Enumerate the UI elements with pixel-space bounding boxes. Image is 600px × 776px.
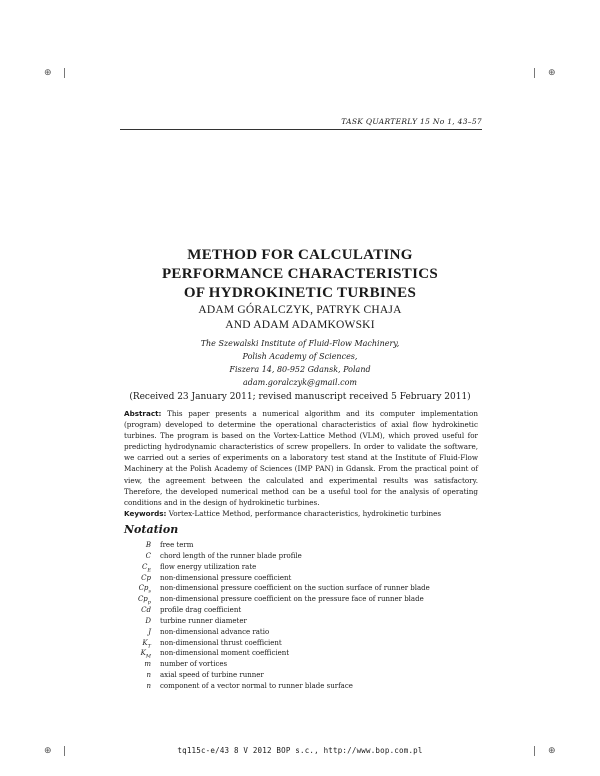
notation-symbol-base: Cp <box>137 595 148 604</box>
notation-symbol-base: K <box>142 638 148 647</box>
notation-symbol-base: C <box>141 562 148 571</box>
notation-item <box>124 562 484 573</box>
notation-symbol-base: D <box>145 616 151 625</box>
notation-item <box>124 583 484 594</box>
notation-item <box>124 659 484 670</box>
notation-list <box>124 540 484 692</box>
notation-symbol <box>146 540 151 551</box>
corner-mark-top-right: ⊕ <box>548 68 556 78</box>
notation-heading: Notation <box>124 523 179 536</box>
keywords-label: Keywords: <box>124 509 167 518</box>
notation-definition: non-dimensional pressure coefficient on the suction surface of runner blade <box>160 584 430 593</box>
corner-tick-top-right <box>534 68 535 78</box>
authors-line-2: AND ADAM ADAMKOWSKI <box>225 319 375 331</box>
notation-symbol <box>146 551 151 562</box>
authors-line-1: ADAM GÓRALCZYK, PATRYK CHAJA <box>198 304 402 316</box>
notation-item <box>124 605 484 616</box>
notation-symbol-base: Cp <box>138 584 149 593</box>
notation-item <box>124 670 484 681</box>
notation-definition: profile drag coefficient <box>160 606 242 615</box>
notation-item <box>124 573 484 584</box>
notation-symbol-subscript: T <box>147 642 151 649</box>
notation-item <box>124 540 484 551</box>
abstract <box>124 408 478 508</box>
received-dates: (Received 23 January 2011; revised manuscript received 5 February 2011) <box>129 392 471 402</box>
notation-definition: non-dimensional pressure coefficient <box>160 573 292 582</box>
title-line-2: PERFORMANCE CHARACTERISTICS <box>161 266 439 282</box>
notation-symbol-base: n <box>146 681 151 690</box>
notation-definition: non-dimensional thrust coefficient <box>160 638 282 647</box>
notation-definition: flow energy utilization rate <box>160 562 257 571</box>
title-line-3: OF HYDROKINETIC TURBINES <box>183 285 417 301</box>
corner-mark-bottom-right: ⊕ <box>548 746 556 756</box>
keywords-text: Vortex-Lattice Method, performance characteristics, hydrokinetic turbines <box>168 509 442 518</box>
notation-symbol <box>146 681 151 692</box>
corner-mark-top-left: ⊕ <box>44 68 52 78</box>
affiliation-email: adam.goralczyk@gmail.com <box>243 378 357 387</box>
notation-definition: non-dimensional advance ratio <box>160 627 270 636</box>
notation-definition: component of a vector normal to runner blade surface <box>160 681 353 690</box>
affiliation-line-3: Fiszera 14, 80-952 Gdansk, Poland <box>229 365 371 374</box>
header-rule <box>120 129 482 130</box>
notation-symbol <box>148 627 151 638</box>
page-footer: tq115c-e/43 8 V 2012 BOP s.c., http://www.bop.com.pl <box>177 746 423 755</box>
notation-symbol-subscript: p <box>147 599 151 606</box>
notation-item <box>124 616 484 627</box>
notation-definition: axial speed of turbine runner <box>160 671 264 680</box>
notation-symbol <box>146 670 151 681</box>
notation-symbol-subscript: M <box>145 653 151 660</box>
notation-item <box>124 681 484 692</box>
corner-tick-top-left <box>64 68 65 78</box>
notation-definition: free term <box>160 541 194 549</box>
affiliation-line-1: The Szewalski Institute of Fluid-Flow Machinery, <box>200 339 400 348</box>
notation-item <box>124 551 484 562</box>
notation-symbol-base: n <box>146 671 151 680</box>
notation-definition: non-dimensional moment coefficient <box>160 649 290 658</box>
notation-symbol <box>141 605 151 616</box>
notation-definition: number of vortices <box>160 660 228 669</box>
notation-definition: turbine runner diameter <box>160 616 247 625</box>
paper-title <box>100 246 500 303</box>
abstract-text: This paper presents a numerical algorithm and its computer implementation (program) developed to determine the operational characteristics of axial flow hydrokinetic turbines. The program is based on the Vortex-Lattice Method (VLM), which proved useful for predicting hydrodynamic characteristics of screw propellers. In order to validate the software, we carried out a series of experiments on a laboratory test stand at the Institute of Fluid-Flow Machinery at the Polish Academy of Sciences (IMP PAN) in Gdansk. From the practical point of view, the agreement between the calculated and experimental results was satisfactory. Therefore, the developed numerical method can be a useful tool for the analysis of operating conditions and in the design of hydrokinetic turbines. <box>124 409 478 507</box>
notation-definition: non-dimensional pressure coefficient on the pressure face of runner blade <box>160 595 424 604</box>
notation-symbol-base: J <box>148 627 151 636</box>
notation-item <box>124 627 484 638</box>
abstract-label: Abstract: <box>124 409 162 418</box>
corner-mark-bottom-left: ⊕ <box>44 746 52 756</box>
notation-symbol-base: C <box>145 551 151 560</box>
notation-symbol-subscript: E <box>147 567 151 574</box>
title-line-1: METHOD FOR CALCULATING <box>187 247 413 263</box>
notation-symbol-subscript: s <box>148 588 151 595</box>
notation-symbol <box>144 659 151 670</box>
keywords <box>124 508 478 519</box>
notation-symbol <box>145 616 151 627</box>
authors <box>100 303 500 333</box>
notation-item <box>124 638 484 649</box>
notation-definition: chord length of the runner blade profile <box>160 551 302 560</box>
affiliation <box>100 337 500 389</box>
affiliation-line-2: Polish Academy of Sciences, <box>242 352 358 361</box>
notation-symbol-base: K <box>140 649 146 658</box>
notation-item <box>124 594 484 605</box>
notation-symbol <box>141 573 151 584</box>
journal-header: TASK QUARTERLY 15 No 1, 43–57 <box>341 117 482 126</box>
notation-symbol-base: Cd <box>141 606 151 615</box>
notation-item <box>124 648 484 659</box>
notation-symbol-base: B <box>145 541 151 549</box>
notation-symbol-base: m <box>144 660 151 669</box>
notation-symbol-base: Cp <box>141 573 151 582</box>
